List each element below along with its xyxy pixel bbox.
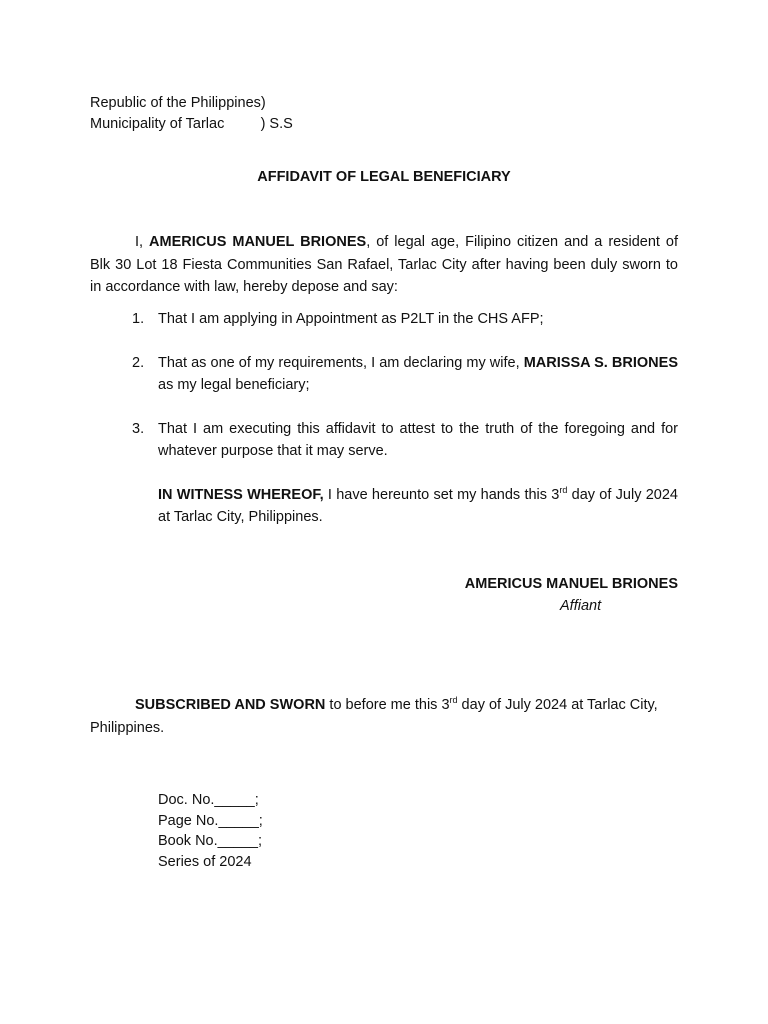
- venue-country: Republic of the Philippines): [90, 95, 266, 111]
- jurat-ordinal: rd: [449, 695, 458, 705]
- list-item-number: 2.: [132, 355, 145, 371]
- series-year: Series of 2024: [158, 853, 252, 870]
- list-item-text: [158, 352, 678, 396]
- list-item-text-after: as my legal beneficiary;: [158, 377, 310, 393]
- list-item: [132, 418, 678, 462]
- page-number: Page No._____;: [158, 812, 263, 829]
- intro-body: , of legal age, Filipino citizen and a resident of Blk 30 Lot 18 Fiesta Communities San Rafael, Tarlac City after having been duly sworn to in accordance with law, hereby depose and say:: [90, 234, 678, 295]
- intro-prefix: I,: [135, 234, 150, 250]
- list-item-text-before: That as one of my requirements, I am declaring my wife,: [158, 355, 524, 371]
- list-item-number: 3.: [132, 421, 145, 437]
- notary-register-block: [158, 790, 263, 872]
- witness-text-after: day of July 2024 at Tarlac City, Philippines.: [158, 487, 678, 525]
- witness-text-before: I have hereunto set my hands this 3: [323, 487, 560, 503]
- jurat-text-after: day of July 2024 at Tarlac City, Philippines.: [90, 697, 658, 736]
- book-number: Book No._____;: [158, 833, 262, 849]
- list-item-number: 1.: [132, 311, 145, 327]
- document-title: AFFIDAVIT OF LEGAL BENEFICIARY: [257, 169, 511, 185]
- witness-paragraph: [158, 484, 678, 528]
- doc-number: Doc. No._____;: [158, 792, 259, 808]
- list-item: [132, 352, 678, 396]
- list-item-text: That I am applying in Appointment as P2LT in the CHS AFP;: [158, 311, 544, 327]
- witness-lead: IN WITNESS WHEREOF,: [158, 487, 324, 503]
- list-item: [132, 308, 678, 330]
- list-item-text: That I am executing this affidavit to attest to the truth of the foregoing and for whatever purpose that it may serve.: [158, 421, 678, 459]
- beneficiary-name: MARISSA S. BRIONES: [523, 355, 678, 371]
- jurat-lead: SUBSCRIBED AND SWORN: [135, 697, 326, 713]
- witness-ordinal: rd: [559, 485, 568, 495]
- jurat-text-before: to before me this 3: [325, 697, 450, 713]
- signature-name: AMERICUS MANUEL BRIONES: [464, 576, 678, 592]
- jurat-paragraph: [90, 694, 678, 739]
- signature-role: Affiant: [560, 598, 602, 614]
- intro-paragraph: [90, 231, 678, 299]
- venue-block: [90, 93, 293, 135]
- venue-municipality: Municipality of Tarlac ) S.S: [90, 116, 293, 132]
- affiant-name-inline: AMERICUS MANUEL BRIONES: [149, 234, 367, 250]
